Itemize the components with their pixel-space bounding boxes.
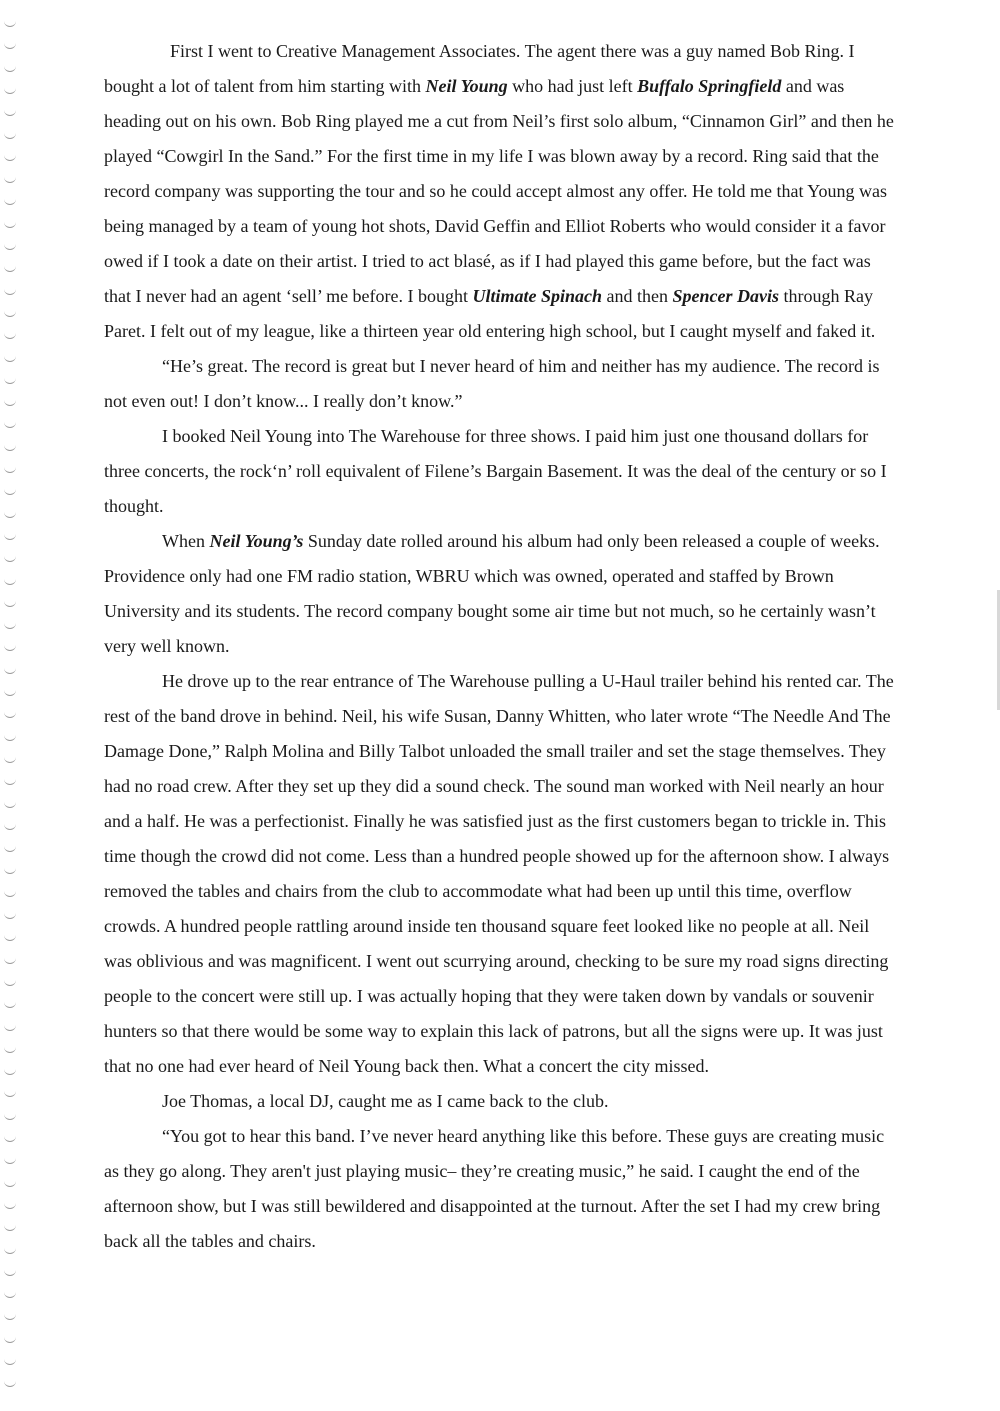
binder-hole-mark <box>4 176 16 183</box>
binder-hole-mark <box>4 511 16 518</box>
binder-hole-mark <box>4 734 16 741</box>
binder-edge-marks <box>0 20 22 1400</box>
binder-hole-mark <box>4 154 16 161</box>
binder-hole-mark <box>4 890 16 897</box>
text-run: Joe Thomas, a local DJ, caught me as I came back to the club. <box>162 1091 609 1111</box>
text-run: through Ray Paret. I felt out of my league, like a thirteen year old entering high school, but I caught myself and faked it. <box>104 286 876 341</box>
binder-hole-mark <box>4 1247 16 1254</box>
paragraph <box>104 1119 894 1259</box>
binder-hole-mark <box>4 1224 16 1231</box>
binder-hole-mark <box>4 466 16 473</box>
binder-hole-mark <box>4 1313 16 1320</box>
body-text <box>104 34 894 1259</box>
binder-hole-mark <box>4 1113 16 1120</box>
text-run: “You got to hear this band. I’ve never heard anything like this before. These guys are creating music as they go along. They aren't just playing music– they’re creating music,” he said. I caught the end of the afternoon show, but I was still bewildered and disappointed at the turnout. After the set I had my crew bring back all the tables and chairs. <box>104 1126 885 1251</box>
binder-hole-mark <box>4 711 16 718</box>
text-run: “He’s great. The record is great but I never heard of him and neither has my audience. The record is not even out! I don’t know... I really don’t know.” <box>104 356 880 411</box>
binder-hole-mark <box>4 934 16 941</box>
binder-hole-mark <box>4 243 16 250</box>
binder-hole-mark <box>4 622 16 629</box>
binder-hole-mark <box>4 1291 16 1298</box>
binder-hole-mark <box>4 65 16 72</box>
paragraph <box>104 664 894 1084</box>
binder-hole-mark <box>4 1336 16 1343</box>
binder-hole-mark <box>4 756 16 763</box>
binder-hole-mark <box>4 1358 16 1365</box>
text-run: When <box>162 531 210 551</box>
binder-hole-mark <box>4 979 16 986</box>
binder-hole-mark <box>4 20 16 27</box>
binder-hole-mark <box>4 600 16 607</box>
paragraph <box>104 349 894 419</box>
binder-hole-mark <box>4 1068 16 1075</box>
binder-hole-mark <box>4 778 16 785</box>
emphasized-name: Neil Young’s <box>209 531 304 551</box>
paragraph <box>104 524 894 664</box>
binder-hole-mark <box>4 310 16 317</box>
binder-hole-mark <box>4 265 16 272</box>
binder-hole-mark <box>4 912 16 919</box>
text-run: He drove up to the rear entrance of The Warehouse pulling a U-Haul trailer behind his rented car. The rest of the band drove in behind. Neil, his wife Susan, Danny Whitten, who later wrote “The Needle And The Damage Done,” Ralph Molina and Billy Talbot unloaded the small trailer and set the stage themselves. They had no road crew. After they set up they did a sound check. The sound man worked with Neil nearly an hour and a half. He was a perfectionist. Finally he was satisfied just as the first customers began to trickle in. This time though the crowd did not come. Less than a hundred people showed up for the afternoon show. I always removed the tables and chairs from the club to accommodate what had been up until this time, overflow crowds. A hundred people rattling around inside ten thousand square feet looked like no people at all. Neil was oblivious and was magnificent. I went out scurrying around, checking to be sure my road signs directing people to the concert were still up. I was actually hoping that they were taken down by vandals or souvenir hunters so that there would be some way to explain this lack of patrons, but all the signs were up. It was just that no one had ever heard of Neil Young back then. What a concert the city missed. <box>104 671 894 1076</box>
emphasized-name: Spencer Davis <box>672 286 780 306</box>
text-run: who had just left <box>507 76 638 96</box>
binder-hole-mark <box>4 377 16 384</box>
binder-hole-mark <box>4 1202 16 1209</box>
binder-hole-mark <box>4 1180 16 1187</box>
binder-hole-mark <box>4 198 16 205</box>
binder-hole-mark <box>4 1024 16 1031</box>
binder-hole-mark <box>4 845 16 852</box>
emphasized-name: Ultimate Spinach <box>472 286 603 306</box>
paragraph <box>104 419 894 524</box>
paragraph <box>104 34 894 349</box>
binder-hole-mark <box>4 1380 16 1387</box>
emphasized-name: Buffalo Springfield <box>637 76 782 96</box>
binder-hole-mark <box>4 867 16 874</box>
binder-hole-mark <box>4 667 16 674</box>
binder-hole-mark <box>4 823 16 830</box>
binder-hole-mark <box>4 644 16 651</box>
binder-hole-mark <box>4 801 16 808</box>
binder-hole-mark <box>4 87 16 94</box>
binder-hole-mark <box>4 533 16 540</box>
binder-hole-mark <box>4 109 16 116</box>
binder-hole-mark <box>4 421 16 428</box>
binder-hole-mark <box>4 288 16 295</box>
binder-hole-mark <box>4 355 16 362</box>
binder-hole-mark <box>4 42 16 49</box>
binder-hole-mark <box>4 444 16 451</box>
binder-hole-mark <box>4 555 16 562</box>
emphasized-name: Neil Young <box>425 76 508 96</box>
text-run: I booked Neil Young into The Warehouse for three shows. I paid him just one thousand dollars for three concerts, the rock‘n’ roll equivalent of Filene’s Bargain Basement. It was the deal of the century or so I thought. <box>104 426 887 516</box>
binder-hole-mark <box>4 957 16 964</box>
binder-hole-mark <box>4 1001 16 1008</box>
binder-hole-mark <box>4 689 16 696</box>
paragraph <box>104 1084 894 1119</box>
text-run: and was heading out on his own. Bob Ring played me a cut from Neil’s first solo album, “Cinnamon Girl” and then he played “Cowgirl In the Sand.” For the first time in my life I was blown away by a record. Ring said that the record company was supporting the tour and so he could accept almost any offer. He told me that Young was being managed by a team of young hot shots, David Geffin and Elliot Roberts who would consider it a favor owed if I took a date on their artist. I tried to act blasé, as if I had played this game before, but the fact was that I never had an agent ‘sell’ me before. I bought <box>104 76 894 306</box>
binder-hole-mark <box>4 1269 16 1276</box>
binder-hole-mark <box>4 1046 16 1053</box>
binder-hole-mark <box>4 332 16 339</box>
binder-hole-mark <box>4 132 16 139</box>
binder-hole-mark <box>4 1157 16 1164</box>
binder-hole-mark <box>4 578 16 585</box>
text-run: Sunday date rolled around his album had only been released a couple of weeks. Providence only had one FM radio station, WBRU which was owned, operated and staffed by Brown University and its students. The record company bought some air time but not much, so he certainly wasn’t very well known. <box>104 531 880 656</box>
text-run: First I went to Creative Management Associates. The agent there was a guy named Bob Ring. I bought a lot of talent from him starting with <box>104 41 855 96</box>
binder-hole-mark <box>4 488 16 495</box>
binder-hole-mark <box>4 1135 16 1142</box>
binder-hole-mark <box>4 1090 16 1097</box>
binder-hole-mark <box>4 221 16 228</box>
binder-hole-mark <box>4 399 16 406</box>
text-run: and then <box>602 286 673 306</box>
